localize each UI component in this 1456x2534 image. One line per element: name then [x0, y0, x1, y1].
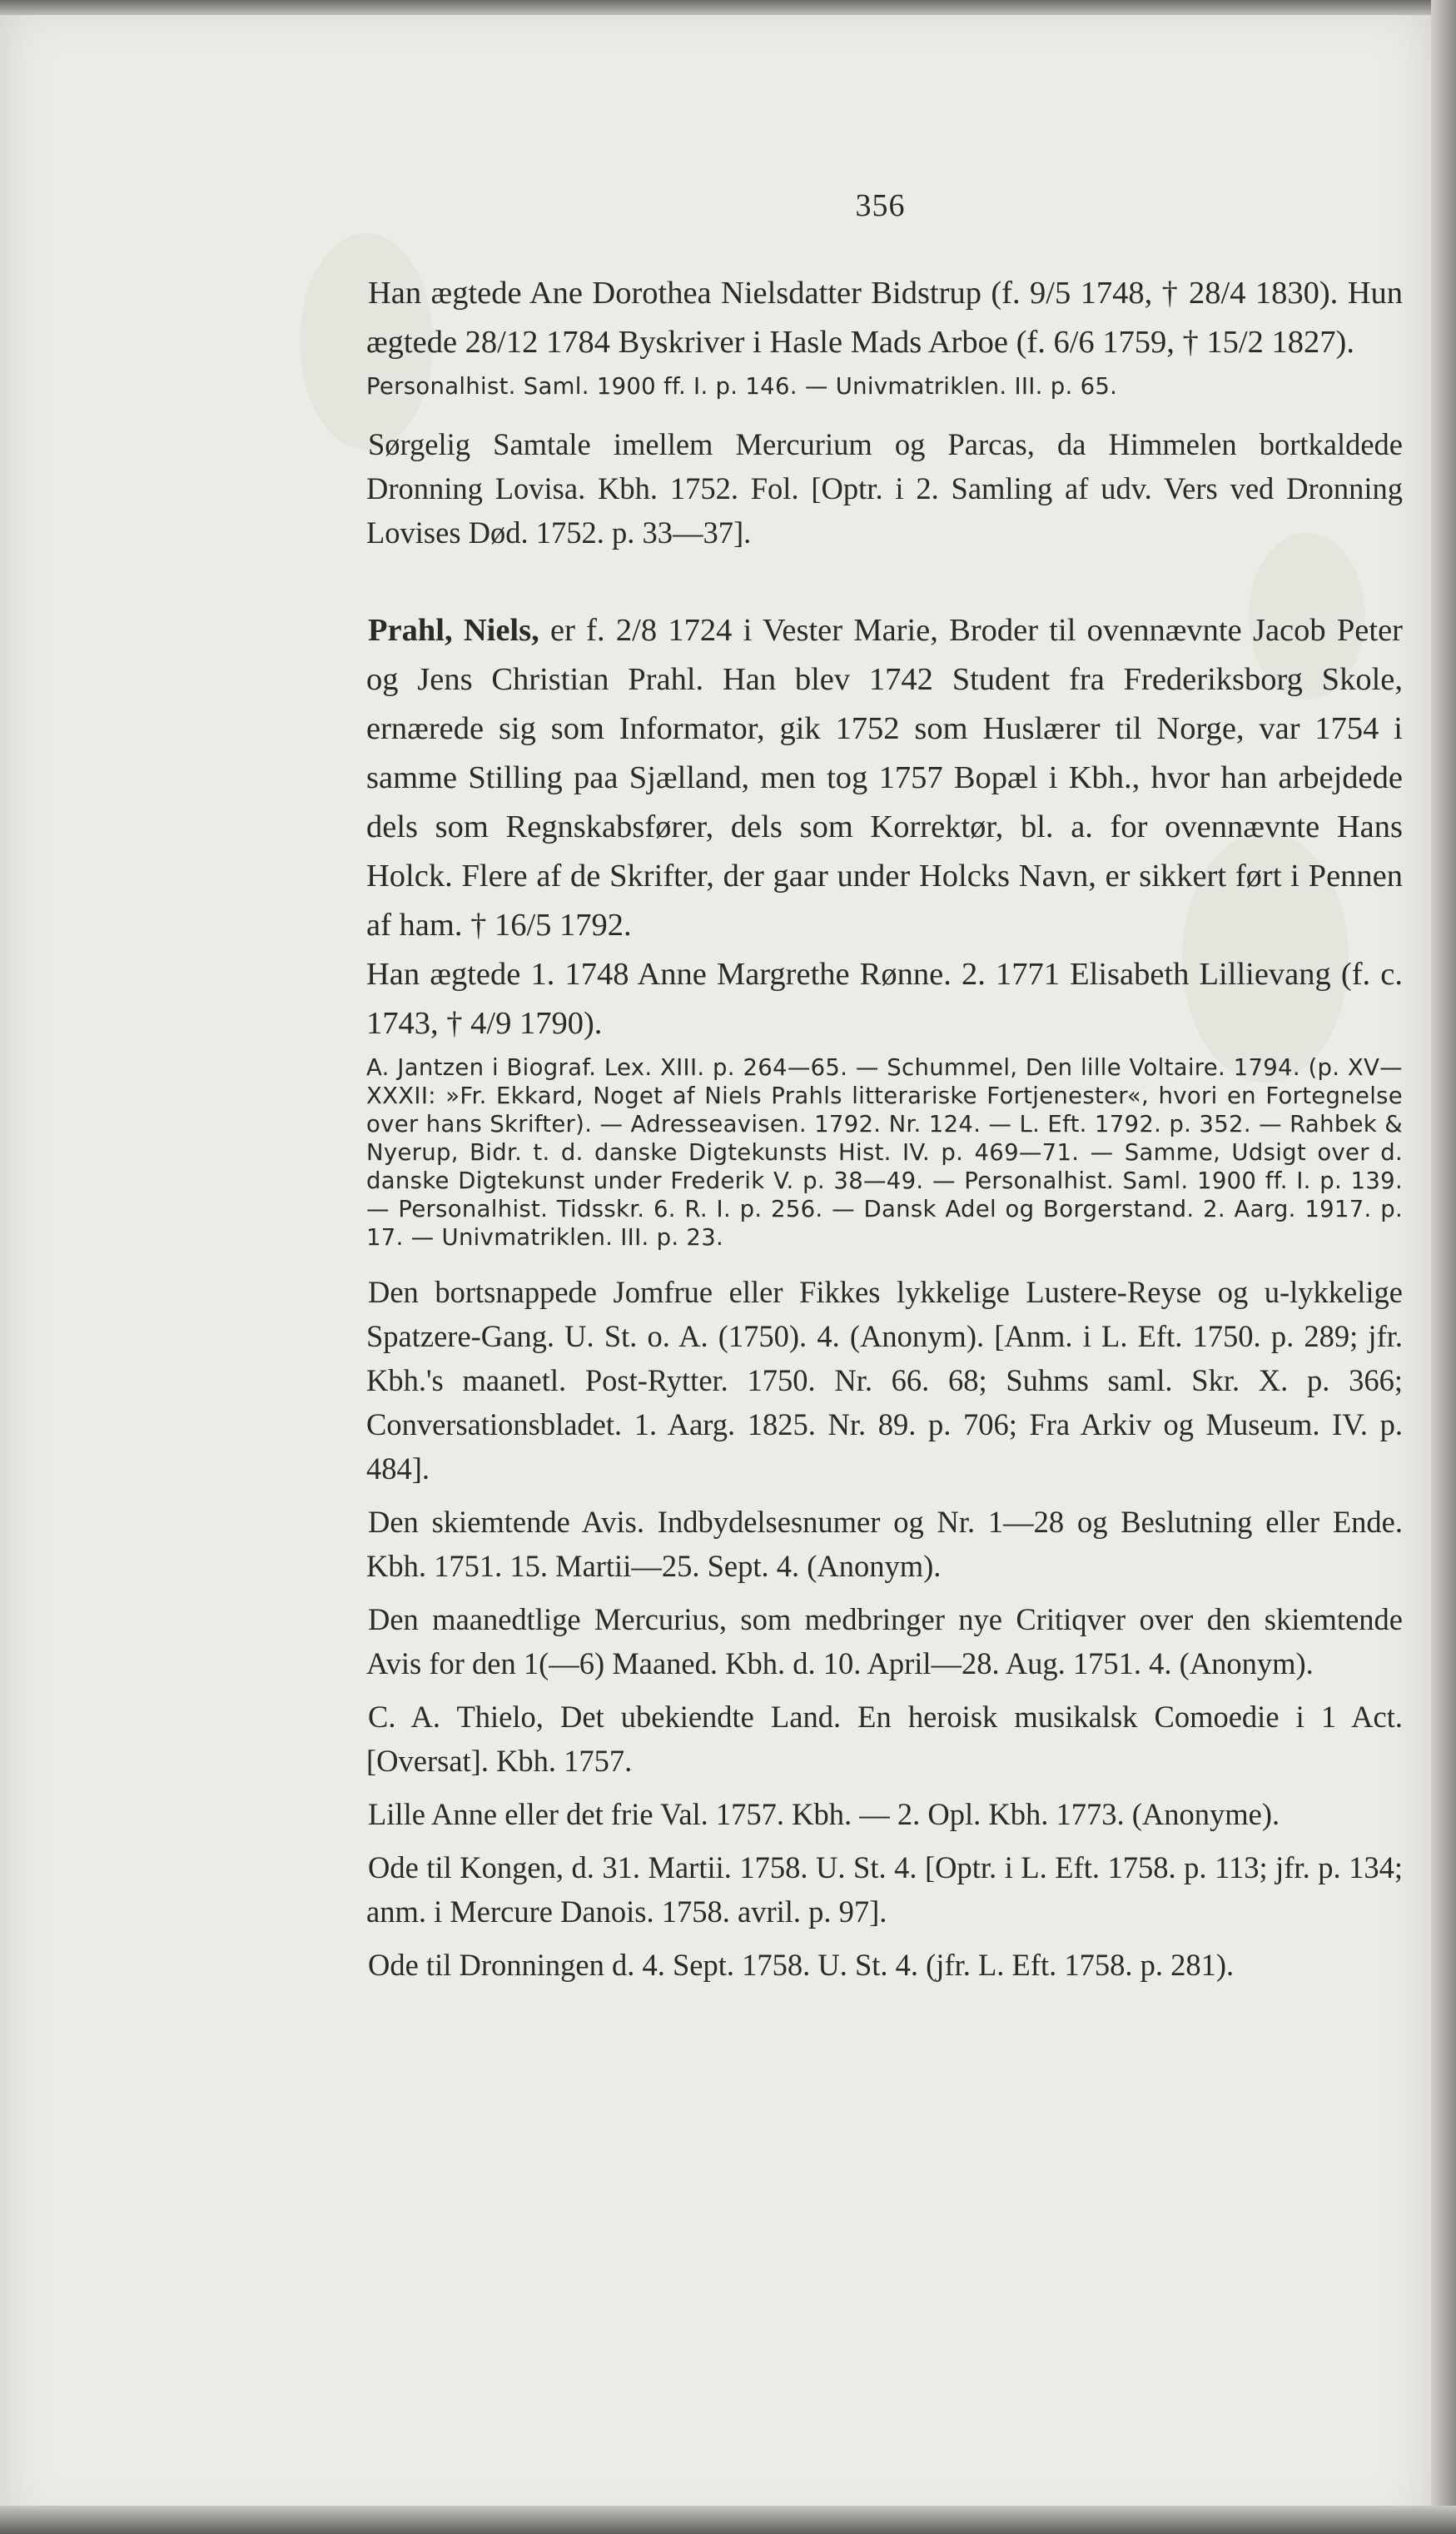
work-entry-ode-kongen: Ode til Kongen, d. 31. Martii. 1758. U. St. 4. [Optr. i L. Eft. 1758. p. 113; jfr. p. 134; anm. i Mercure Danois. 1758. avril. p. 97]. — [366, 1850, 1403, 1929]
work-entry-ode-dronningen: Ode til Dronningen d. 4. Sept. 1758. U. St. 4. (jfr. L. Eft. 1758. p. 281). — [368, 1948, 1235, 1982]
page-right-edge — [1431, 0, 1456, 2534]
biography-prahl — [366, 606, 1403, 950]
work-entry-bortsnappede-jomfrue: Den bortsnappede Jomfrue eller Fikkes lykkelige Lustere-Reyse og u-lykkelige Spatzere-Gang. U. St. o. A. (1750). 4. (Anonym). [Anm. i L. Eft. 1750. p. 289; jfr. Kbh.'s maanetl. Post-Rytter. 1750. Nr. 66. 68; Suhms saml. Skr. X. p. 366; Conversationsbladet. 1. Aarg. 1825. Nr. 89. p. 706; Fra Arkiv og Museum. IV. p. 484]. — [366, 1275, 1403, 1486]
work-entry-maanedtlige-mercurius: Den maanedtlige Mercurius, som medbringer nye Critiqver over den skiemtende Avis for den 1(—6) Maaned. Kbh. d. 10. April—28. Aug. 1751. 4. (Anonym). — [366, 1602, 1403, 1680]
paragraph-marriage-1: Han ægtede Ane Dorothea Nielsdatter Bidstrup (f. 9/5 1748, † 28/4 1830). Hun ægtede 28/12 1784 Byskriver i Hasle Mads Arboe (f. 6/6 1759, † 15/2 1827). — [366, 276, 1403, 360]
work-entry-skiemtende-avis: Den skiemtende Avis. Indbydelsesnumer og Nr. 1—28 og Beslutning eller Ende. Kbh. 1751. 15. Martii—25. Sept. 4. (Anonym). — [366, 1505, 1403, 1583]
page-number: 356 — [855, 188, 906, 223]
work-entry-sorgelig-samtale: Sørgelig Samtale imellem Mercurium og Parcas, da Himmelen bortkaldede Dronning Lovisa. Kbh. 1752. Fol. [Optr. i 2. Samling af udv. Vers ved Dronning Lovises Død. 1752. p. 33—37]. — [366, 427, 1403, 550]
biography-text: er f. 2/8 1724 i Vester Marie, Broder til ovennævnte Jacob Peter og Jens Christian Prahl. Han blev 1742 Student fra Frederiksborg Skole, ernærede sig som Informator, gik 1752 som Huslærer til Norge, var 1754 i samme Stilling paa Sjælland, men tog 1757 Bopæl i Kbh., hvor han arbejdede dels som Regnskabsfører, dels som Korrektør, bl. a. for ovennævnte Hans Holck. Flere af de Skrifter, der gaar under Holcks Navn, er sikkert ført i Pennen af ham. † 16/5 1792. — [366, 613, 1403, 943]
entry-heading-prahl: Prahl, Niels, — [368, 613, 539, 648]
paragraph-marriage-prahl: Han ægtede 1. 1748 Anne Margrethe Rønne. 2. 1771 Elisabeth Lillievang (f. c. 1743, † 4/9 1790). — [366, 957, 1403, 1041]
work-entry-lille-anne: Lille Anne eller det frie Val. 1757. Kbh. — 2. Opl. Kbh. 1773. (Anonyme). — [368, 1797, 1280, 1831]
text-column — [366, 187, 1403, 1996]
reference-line-1: Personalhist. Saml. 1900 ff. I. p. 146. — Univmatriklen. III. p. 65. — [366, 373, 1118, 400]
page-top-edge — [0, 0, 1456, 15]
work-entry-ubekiendte-land: C. A. Thielo, Det ubekiendte Land. En heroisk musikalsk Comoedie i 1 Act. [Oversat]. Kbh. 1757. — [366, 1700, 1403, 1778]
page-bottom-edge — [0, 2506, 1456, 2534]
reference-block-prahl: A. Jantzen i Biograf. Lex. XIII. p. 264—65. — Schummel, Den lille Voltaire. 1794. (p. XV—XXXII: »Fr. Ekkard, Noget af Niels Prahls litterariske Fortjenester«, hvori en Fortegnelse over hans Skrifter). — Adresseavisen. 1792. Nr. 124. — L. Eft. 1792. p. 352. — Rahbek & Nyerup, Bidr. t. d. danske Digtekunsts Hist. IV. p. 469—71. — Samme, Udsigt over d. danske Digtekunst under Frederik V. p. 38—49. — Personalhist. Saml. 1900 ff. I. p. 139. — Personalhist. Tidsskr. 6. R. I. p. 256. — Dansk Adel og Borgerstand. 2. Aarg. 1917. p. 17. — Univmatriklen. III. p. 23. — [366, 1054, 1403, 1251]
